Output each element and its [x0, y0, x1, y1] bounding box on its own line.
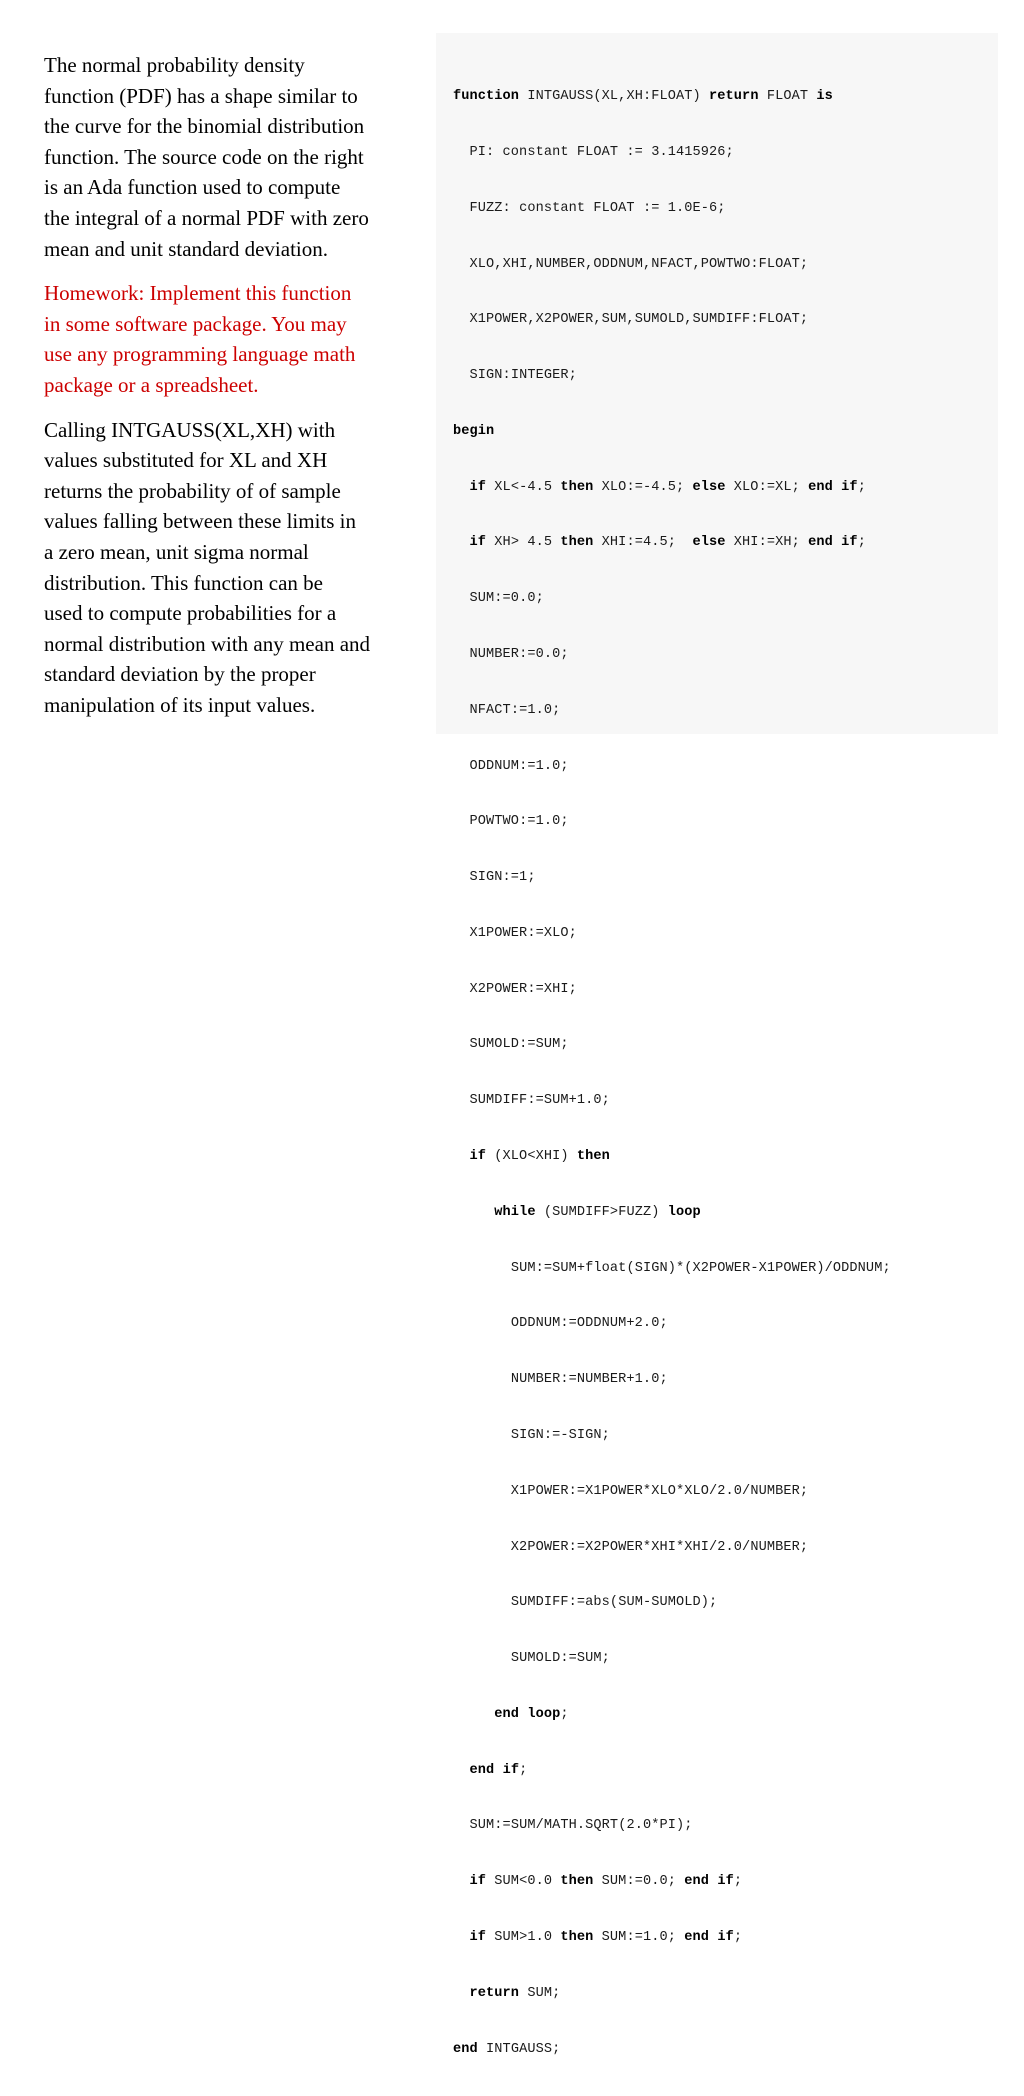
homework-paragraph — [44, 278, 436, 400]
text-line: use any programming language math — [44, 342, 356, 367]
text-line: returns the probability of of sample — [44, 478, 341, 503]
text-line: manipulation of its input values. — [44, 692, 316, 717]
text-line: Calling INTGAUSS(XL,XH) with — [44, 417, 336, 442]
code-line: ODDNUM:=1.0; — [469, 758, 569, 774]
text-line: is an Ada function used to compute — [44, 175, 341, 200]
code-line: SUMDIFF:=SUM+1.0; — [469, 1093, 610, 1109]
text-line: in some software package. You may — [44, 311, 347, 336]
code-line: end INTGAUSS; — [453, 2041, 561, 2057]
code-line: PI: constant FLOAT := 3.1415926; — [469, 144, 734, 160]
code-line: X2POWER:=XHI; — [453, 981, 577, 997]
code-line: FUZZ: constant FLOAT := 1.0E-6; — [469, 200, 726, 216]
code-line: SUM:=SUM/MATH.SQRT(2.0*PI); — [469, 1818, 693, 1834]
code-line: X1POWER:=XLO; — [453, 925, 577, 941]
code-line: if XL<-4.5 then XLO:=-4.5; else XLO:=XL; end if; — [469, 479, 866, 495]
text-line: values falling between these limits in — [44, 509, 357, 534]
code-line: NUMBER:=0.0; — [469, 647, 569, 662]
code-line: if (XLO<XHI) then — [469, 1149, 610, 1165]
text-line: standard deviation by the proper — [44, 662, 316, 687]
code-line: SIGN:INTEGER; — [469, 368, 577, 384]
code-line: if SUM>1.0 then SUM:=1.0; end if; — [469, 1929, 743, 1945]
code-line: XLO,XHI,NUMBER,ODDNUM,NFACT,POWTWO:FLOAT; — [469, 256, 809, 272]
code-line: if XH> 4.5 then XHI:=4.5; else XHI:=XH; end if; — [469, 535, 866, 551]
code-line: SIGN:=-SIGN; — [510, 1427, 610, 1443]
source-code-image — [436, 33, 998, 2057]
code-line: ODDNUM:=ODDNUM+2.0; — [510, 1316, 668, 1332]
text-line: the curve for the binomial distribution — [44, 114, 365, 139]
code-line: SUM:=0.0; — [469, 591, 544, 607]
code-line: SUMDIFF:=abs(SUM-SUMOLD); — [510, 1595, 718, 1611]
code-line: function INTGAUSS(XL,XH:FLOAT) return FLOAT is — [453, 89, 833, 105]
ada-source-code — [453, 51, 891, 2096]
code-line: SUM:=SUM+float(SIGN)*(X2POWER-X1POWER)/ODDNUM; — [510, 1260, 891, 1276]
description-paragraph — [44, 50, 436, 264]
code-line: while (SUMDIFF>FUZZ) loop — [494, 1204, 701, 1220]
text-line: function (PDF) has a shape similar to — [44, 83, 358, 108]
text-line: mean and unit standard deviation. — [44, 236, 329, 261]
text-line: normal distribution with any mean and — [44, 631, 371, 656]
code-line: end loop; — [494, 1706, 569, 1722]
text-line: The normal probability density — [44, 53, 305, 77]
text-line: used to compute probabilities for a — [44, 601, 337, 626]
text-line: function. The source code on the right — [44, 144, 364, 169]
code-line: SUMOLD:=SUM; — [469, 1037, 569, 1053]
text-line: values substituted for XL and XH — [44, 448, 328, 473]
code-line: begin — [453, 423, 495, 439]
code-line: SIGN:=1; — [469, 870, 536, 886]
code-line: end if; — [469, 1762, 528, 1778]
text-line: a zero mean, unit sigma normal — [44, 539, 309, 564]
code-line: return SUM; — [469, 1985, 561, 2001]
code-line: if SUM<0.0 then SUM:=0.0; end if; — [469, 1874, 743, 1890]
code-line: NFACT:=1.0; — [469, 702, 561, 718]
explanation-text — [44, 50, 436, 734]
text-line: the integral of a normal PDF with zero — [44, 205, 369, 230]
code-line: X2POWER:=X2POWER*XHI*XHI/2.0/NUMBER; — [453, 1539, 809, 1555]
text-line: distribution. This function can be — [44, 570, 323, 595]
code-line: POWTWO:=1.0; — [469, 814, 569, 830]
code-line: SUMOLD:=SUM; — [510, 1651, 610, 1667]
text-line: Homework: Implement this function — [44, 281, 352, 306]
code-line: NUMBER:=NUMBER+1.0; — [510, 1372, 668, 1388]
code-line: X1POWER:=X1POWER*XLO*XLO/2.0/NUMBER; — [453, 1483, 809, 1499]
text-line: package or a spreadsheet. — [44, 372, 259, 397]
code-line: X1POWER,X2POWER,SUM,SUMOLD,SUMDIFF:FLOAT; — [453, 312, 809, 328]
usage-paragraph — [44, 415, 436, 721]
